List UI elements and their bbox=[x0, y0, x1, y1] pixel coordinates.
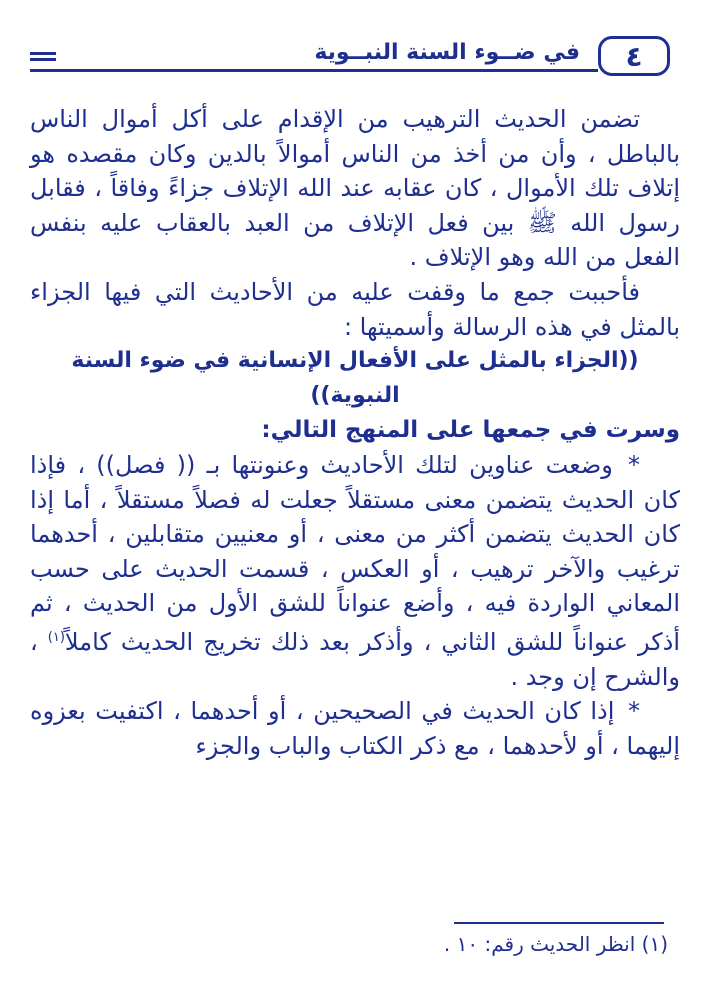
body-text bbox=[30, 102, 680, 763]
method-point-2 bbox=[30, 694, 680, 763]
paragraph-intro: تضمن الحديث الترهيب من الإقدام على أكل أموال الناس بالباطل ، وأن من أخذ من الناس أموالاً بالدين وكان مقصده هو إتلاف تلك الأموال ، كان عقابه عند الله الإتلاف جزاءً وفاقاً ، فقابل رسول الله ﷺ بين فعل الإتلاف من العبد بالعقاب عليه بنفس الفعل من الله وهو الإتلاف . bbox=[30, 105, 680, 272]
bullet-star-icon: * bbox=[628, 450, 640, 479]
paragraph-purpose: فأحببت جمع ما وقفت عليه من الأحاديث التي فيها الجزاء بالمثل في هذه الرسالة وأسميتها : bbox=[30, 277, 680, 341]
bullet-star-icon: * bbox=[627, 697, 640, 726]
running-header bbox=[30, 36, 670, 80]
footnote-ref[interactable]: (١) bbox=[47, 629, 65, 645]
header-ornament bbox=[30, 52, 56, 61]
page-number-box bbox=[598, 36, 670, 76]
book-title: ((الجزاء بالمثل على الأفعال الإنسانية في ضوء السنة النبوية)) bbox=[71, 348, 639, 408]
footnote: (١) انظر الحديث رقم: ١٠ . bbox=[443, 932, 668, 956]
page-number: ٤ bbox=[625, 39, 643, 73]
method-point-1-tail: ، والشرح إن وجد . bbox=[30, 627, 680, 691]
method-point-2-text: إذا كان الحديث في الصحيحين ، أو أحدهما ، اكتفيت بعزوه إليهما ، أو لأحدهما ، مع ذكر الكتاب والباب والجزء bbox=[30, 697, 680, 760]
footnote-rule bbox=[454, 922, 664, 924]
running-title: في ضــوء السنة النبــوية bbox=[314, 40, 580, 65]
method-point-1 bbox=[30, 448, 680, 694]
method-heading: وسرت في جمعها على المنهج التالي: bbox=[261, 417, 680, 444]
header-rule bbox=[30, 69, 598, 72]
method-point-1-text: وضعت عناوين لتلك الأحاديث وعنونتها بـ (( فصل)) ، فإذا كان الحديث يتضمن معنى مستقلاً جعلت له فصلاً مستقلاً ، أما إذا كان الحديث يتضمن أكثر من معنى ، أو معنيين متقابلين ، أحدهما ترغيب والآخر ترهيب ، أو العكس ، قسمت الحديث على حسب المعاني الواردة فيه ، وأضع عنواناً للشق الأول من الحديث ، ثم أذكر عنواناً للشق الثاني ، وأذكر بعد ذلك تخريج الحديث كاملاً bbox=[30, 450, 680, 656]
